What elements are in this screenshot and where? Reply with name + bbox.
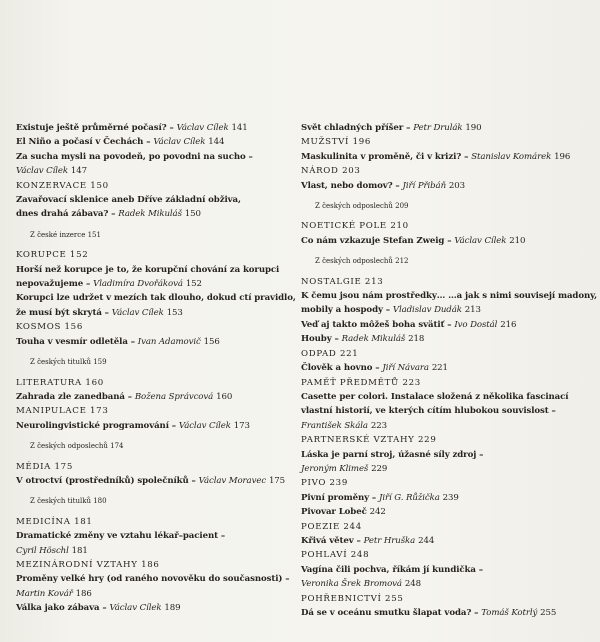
page-number: 229 — [417, 435, 437, 446]
toc-entry-line — [16, 263, 288, 277]
entry-author: Stanislav Komárek — [471, 151, 552, 162]
entry-author: Václav Cílek — [178, 420, 231, 431]
entry-author: Radek Mikuláš — [341, 334, 406, 345]
section-heading — [301, 347, 593, 361]
page-number: 210 — [509, 235, 526, 246]
page-number: 212 — [395, 257, 409, 266]
page-number: 173 — [90, 406, 109, 417]
entry-title: Vlast, nebo domov? – — [301, 180, 400, 191]
entry-author: Božena Správcová — [134, 391, 214, 402]
toc-entry — [16, 121, 288, 135]
page-number: 160 — [85, 377, 104, 388]
page-number: 203 — [342, 166, 361, 177]
entry-title: že musí být skrytá – — [16, 307, 109, 318]
section-label: POHŘEBNICTVÍ — [301, 593, 382, 604]
toc-entry-line — [16, 587, 288, 601]
page-number: 248 — [404, 579, 421, 590]
toc-entry-line — [301, 404, 593, 418]
page-number: 255 — [540, 608, 557, 618]
subsection-label: Z českých odposlechů — [30, 442, 108, 451]
subsection-label: Z českých titulků — [30, 358, 91, 367]
toc-entry-line — [301, 448, 593, 462]
entry-title: Vagína čili pochva, říkám jí kundička – — [301, 564, 483, 575]
toc-entry-line — [301, 577, 593, 591]
toc-entry-line — [301, 491, 593, 505]
entry-title: Pivovar Lobeč — [301, 507, 367, 518]
toc-entry — [16, 335, 288, 349]
page-number: 213 — [364, 276, 384, 287]
toc-entry-line — [16, 164, 288, 178]
page-number: 223 — [370, 420, 387, 431]
entry-author: Václav Cílek — [109, 603, 162, 614]
entry-author: Ivan Adamovič — [137, 336, 201, 347]
section-heading — [16, 248, 288, 262]
toc-entry-line — [301, 234, 593, 248]
entry-title: Křivá větev – — [301, 535, 361, 546]
entry-title: Pivní proměny – — [301, 492, 377, 503]
entry-author: Václav Cílek — [454, 235, 507, 246]
entry-title: Touha v vesmír odletěla – — [16, 336, 135, 347]
toc-entry — [301, 505, 593, 519]
toc-entry — [16, 193, 288, 222]
entry-title: Člověk a hovno – — [301, 363, 380, 374]
toc-entry — [301, 121, 593, 135]
subsection-entry — [16, 439, 288, 453]
subsection-label: Z českých titulků — [30, 497, 91, 506]
toc-left-column — [16, 121, 296, 616]
toc-entry — [301, 448, 593, 477]
entry-title: Láska je parní stroj, úžasné síly zdroj – — [301, 449, 484, 460]
toc-entry-line — [301, 606, 593, 620]
page-number: 244 — [418, 535, 435, 546]
page-number: 196 — [352, 137, 372, 148]
toc-entry — [301, 390, 593, 433]
entry-author: Jeroným Klimeš — [301, 463, 369, 474]
toc-entry — [16, 150, 288, 179]
toc-entry-line — [301, 150, 593, 164]
toc-entry — [301, 234, 593, 248]
entry-title: Veď aj takto môžeš boha svätiť – — [301, 319, 452, 330]
page-number: 242 — [369, 507, 386, 518]
section-heading — [301, 135, 593, 149]
toc-entry — [301, 332, 593, 346]
page-number: 180 — [93, 497, 107, 506]
section-heading — [16, 320, 288, 334]
section-heading — [301, 164, 593, 178]
page-number: 181 — [74, 516, 93, 527]
toc-entry-line — [301, 332, 593, 346]
section-label: PAMĚŤ PŘEDMĚTŮ — [301, 377, 399, 388]
page-number: 190 — [465, 123, 482, 133]
toc-entry-line — [16, 529, 288, 543]
entry-author: Veronika Šrek Bromová — [301, 579, 402, 590]
page-number: 221 — [431, 363, 448, 374]
toc-entry — [16, 291, 296, 320]
entry-author: Petr Drulák — [413, 123, 463, 133]
subsection-entry — [16, 494, 288, 508]
page-number: 153 — [166, 307, 183, 318]
toc-entry-line — [301, 121, 593, 135]
toc-entry — [301, 289, 598, 318]
toc-entry — [16, 263, 288, 292]
entry-author: Václav Moravec — [198, 475, 267, 486]
entry-title: Zahrada zle zanedbaná – — [16, 391, 132, 402]
section-heading — [301, 219, 593, 233]
page-number: 147 — [70, 166, 87, 177]
page-number: 244 — [343, 521, 362, 532]
section-heading — [301, 433, 593, 447]
page-number: 210 — [390, 221, 409, 232]
toc-entry-line — [301, 390, 593, 404]
page-number: 152 — [69, 250, 89, 261]
page-number: 203 — [448, 180, 466, 191]
page-number: 239 — [329, 478, 349, 489]
section-heading — [16, 404, 288, 418]
entry-title: Casette per colori. Instalace složená z několika fascinací — [301, 391, 569, 402]
section-label: PARTNERSKÉ VZTAHY — [301, 435, 415, 446]
page-number: 209 — [395, 202, 409, 211]
subsection-entry — [301, 254, 593, 268]
page-number: 174 — [110, 442, 124, 451]
entry-author: Tomáš Kotrlý — [481, 608, 538, 618]
toc-entry-line — [301, 179, 593, 193]
page-number: 255 — [385, 593, 404, 604]
page-number: 218 — [408, 334, 425, 345]
entry-author: Cyril Höschl — [16, 545, 69, 556]
toc-entry-line — [301, 462, 593, 476]
page-number: 156 — [64, 322, 84, 333]
entry-author: Vladimíra Dvořáková — [93, 279, 183, 290]
subsection-entry — [16, 355, 288, 369]
entry-title: Válka jako zábava – — [16, 603, 107, 614]
entry-title: Existuje ještě průměrné počasí? – — [16, 123, 174, 133]
toc-entry-line — [16, 291, 296, 305]
page-number: 221 — [339, 348, 359, 359]
toc-entry-line — [16, 474, 288, 488]
entry-title: Proměny velké hry (od raného novověku do současnosti) – — [16, 574, 290, 585]
entry-author: Petr Hruška — [363, 535, 416, 546]
toc-entry — [301, 318, 593, 332]
subsection-entry — [16, 228, 288, 242]
section-label: MANIPULACE — [16, 406, 87, 417]
page-number: 175 — [54, 461, 74, 472]
entry-author: Václav Cílek — [153, 137, 206, 148]
section-label: POHLAVÍ — [301, 550, 348, 561]
toc-entry-line — [301, 505, 593, 519]
page-number: 141 — [231, 123, 248, 133]
section-label: POEZIE — [301, 521, 340, 532]
page-number: 160 — [216, 391, 233, 402]
subsection-label: Z českých odposlechů — [315, 257, 393, 266]
page-number: 239 — [442, 492, 459, 503]
toc-entry — [16, 529, 288, 558]
page-number: 229 — [371, 463, 388, 474]
page-number: 196 — [554, 151, 571, 162]
page-number: 152 — [185, 279, 202, 290]
page-number: 150 — [184, 209, 201, 220]
entry-title: Svět chladných příšer – — [301, 123, 411, 133]
entry-title: Korupci lze udržet v mezích tak dlouho, dokud ctí pravidlo, — [16, 293, 296, 304]
page-number: 144 — [208, 137, 225, 148]
section-label: KONZERVACE — [16, 180, 87, 191]
entry-title: mobily a hospody – — [301, 305, 390, 316]
toc-entry-line — [16, 544, 288, 558]
section-heading — [16, 376, 288, 390]
toc-entry — [301, 491, 593, 505]
subsection-label: Z českých odposlechů — [315, 202, 393, 211]
page-number: 151 — [87, 230, 101, 239]
toc-entry-line — [16, 121, 288, 135]
toc-entry — [301, 606, 593, 620]
toc-entry — [301, 361, 593, 375]
section-label: PIVO — [301, 478, 327, 489]
entry-author: Václav Cílek — [16, 166, 68, 177]
toc-entry — [16, 601, 288, 615]
section-heading — [301, 376, 593, 390]
toc-entry-line — [301, 303, 593, 317]
section-label: MUŽSTVÍ — [301, 137, 350, 148]
page-number: 150 — [90, 180, 109, 191]
page-number: 159 — [93, 358, 107, 367]
entry-title: Horší než korupce je to, že korupční chování za korupci — [16, 264, 280, 275]
entry-author: František Skála — [301, 420, 368, 431]
section-heading — [301, 592, 593, 606]
page-number: 223 — [402, 377, 421, 388]
entry-title: nepovažujeme – — [16, 279, 91, 290]
toc-entry-line — [16, 150, 288, 164]
toc-entry-line — [301, 419, 593, 433]
entry-title: V otroctví (prostředníků) společníků – — [16, 475, 196, 486]
toc-entry-line — [16, 207, 288, 221]
entry-title: vlastní historií, ve kterých cítím hlubokou souvislost – — [301, 406, 556, 417]
page-number: 213 — [464, 305, 481, 316]
entry-title: Za sucha mysli na povodeň, po povodni na sucho – — [16, 151, 253, 162]
toc-entry-line — [16, 193, 288, 207]
page-number: 175 — [268, 475, 286, 486]
section-heading — [16, 179, 288, 193]
section-heading — [301, 520, 593, 534]
toc-entry-line — [301, 289, 598, 303]
subsection-label: Z české inzerce — [30, 230, 86, 239]
toc-right-column — [301, 121, 598, 620]
section-label: MÉDIA — [16, 461, 52, 472]
toc-entry-line — [16, 306, 288, 320]
section-label: NOSTALGIE — [301, 276, 362, 287]
section-label: NOETICKÉ POLE — [301, 221, 387, 232]
entry-author: Ivo Dostál — [454, 319, 498, 330]
toc-entry — [301, 150, 593, 164]
section-label: KOSMOS — [16, 322, 62, 333]
toc-entry-line — [301, 563, 593, 577]
entry-title: Neurolingvistické programování – — [16, 420, 176, 431]
entry-author: Václav Cílek — [176, 123, 229, 133]
page-number: 248 — [350, 550, 370, 561]
entry-author: Jiří Přibáň — [402, 180, 447, 191]
section-heading — [301, 548, 593, 562]
toc-entry-line — [16, 601, 288, 615]
entry-title: Zavařovací sklenice aneb Dříve základní obživa, — [16, 195, 241, 206]
section-label: ODPAD — [301, 348, 337, 359]
toc-entry — [16, 572, 288, 601]
section-heading — [16, 460, 288, 474]
entry-title: El Niño a počasí v Čechách – — [16, 137, 151, 148]
entry-title: Houby – — [301, 334, 339, 345]
section-heading — [301, 275, 593, 289]
section-label: MEZINÁRODNÍ VZTAHY — [16, 559, 138, 570]
entry-title: K čemu jsou nám prostředky… …a jak s nimi souvisejí madony, — [301, 291, 598, 302]
subsection-entry — [301, 199, 593, 213]
page-number: 216 — [500, 319, 517, 330]
toc-entry — [16, 474, 288, 488]
entry-author: Radek Mikuláš — [118, 209, 182, 220]
entry-title: Dá se v oceánu smutku šlapat voda? – — [301, 608, 479, 618]
section-label: KORUPCE — [16, 250, 67, 261]
entry-author: Martin Kovář — [16, 588, 73, 599]
section-heading — [301, 476, 593, 490]
page-number: 189 — [164, 603, 181, 614]
toc-entry — [16, 419, 288, 433]
entry-author: Jiří Návara — [382, 363, 429, 374]
page-number: 186 — [75, 588, 92, 599]
toc-entry — [301, 563, 593, 592]
toc-entry-line — [301, 318, 593, 332]
entry-author: Jiří G. Růžička — [379, 492, 440, 503]
entry-title: Co nám vzkazuje Stefan Zweig – — [301, 235, 452, 246]
section-heading — [16, 515, 288, 529]
entry-title: Dramatické změny ve vztahu lékař–pacient – — [16, 531, 226, 542]
toc-entry-line — [16, 335, 288, 349]
entry-author: Vladislav Dudák — [392, 305, 462, 316]
page-number: 181 — [71, 545, 88, 556]
toc-entry — [16, 135, 288, 149]
page-number: 173 — [233, 420, 250, 431]
toc-entry-line — [16, 135, 288, 149]
toc-entry — [301, 534, 593, 548]
toc-entry-line — [16, 419, 288, 433]
entry-author: Václav Cílek — [111, 307, 164, 318]
toc-entry-line — [301, 361, 593, 375]
section-heading — [16, 558, 288, 572]
section-label: MEDICÍNA — [16, 516, 71, 527]
toc-entry-line — [16, 572, 288, 586]
toc-entry-line — [16, 277, 288, 291]
section-label: LITERATURA — [16, 377, 82, 388]
section-label: NÁROD — [301, 166, 339, 177]
entry-title: Maskulinita v proměně, či v krizi? – — [301, 151, 469, 162]
page-number: 156 — [203, 336, 220, 347]
toc-entry-line — [16, 390, 288, 404]
toc-entry — [301, 179, 593, 193]
toc-entry — [16, 390, 288, 404]
page-number: 186 — [141, 559, 160, 570]
toc-entry-line — [301, 534, 593, 548]
entry-title: dnes drahá zábava? – — [16, 209, 116, 220]
